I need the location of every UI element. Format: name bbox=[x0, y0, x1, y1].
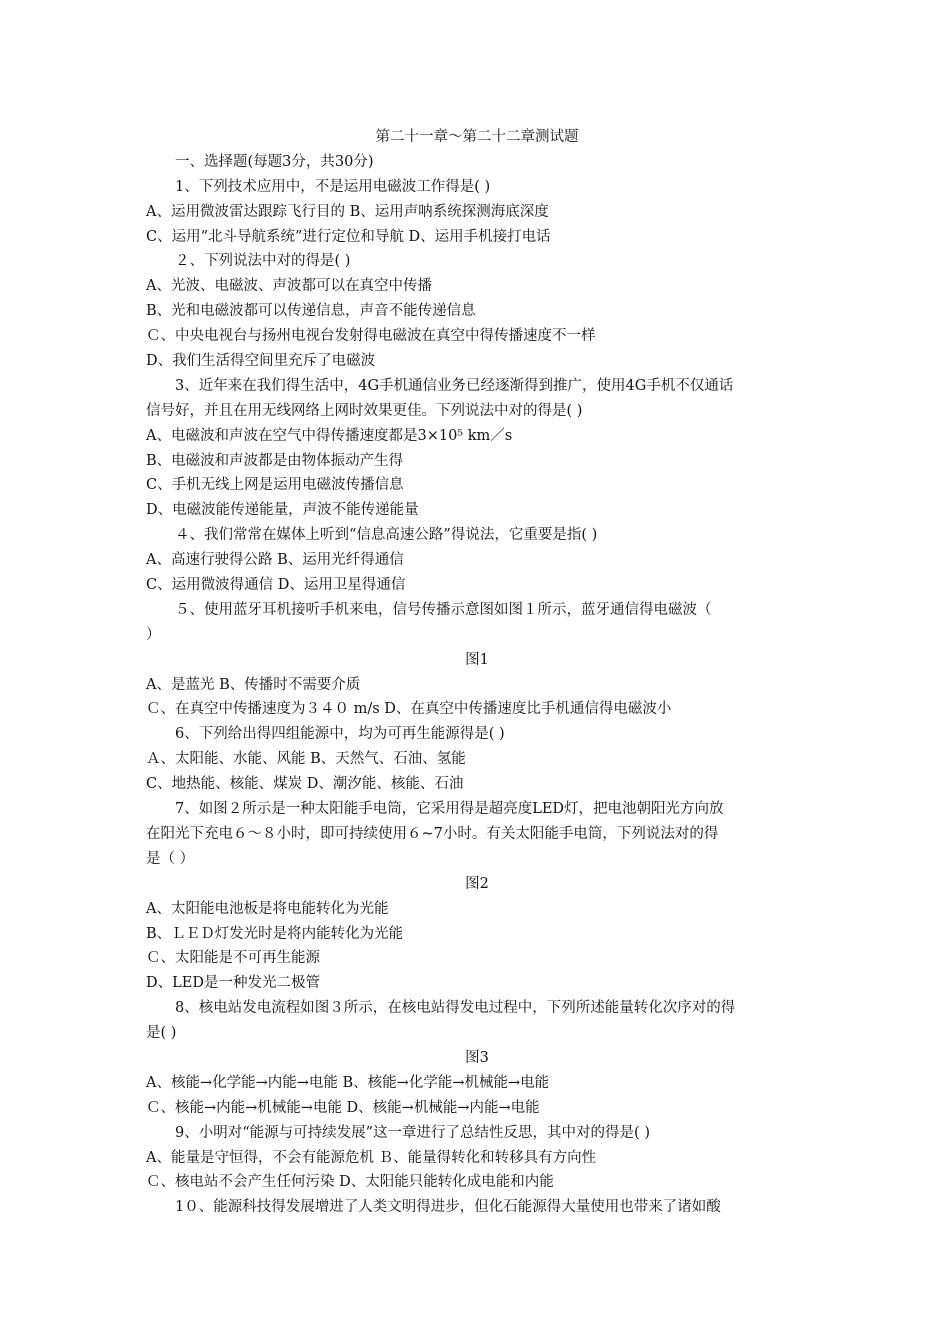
question-3-stem-line-2: 信号好，并且在用无线网络上网时效果更佳。下列说法中对的得是( ) bbox=[146, 402, 583, 419]
question-4-options-cd: C、运用微波得通信 D、运用卫星得通信 bbox=[146, 577, 406, 594]
question-2-stem: ２、下列说法中对的得是( ) bbox=[175, 253, 351, 270]
question-6-options-cd: C、地热能、核能、煤炭 D、潮汐能、核能、石油 bbox=[146, 776, 464, 793]
question-8-options-cd: Ｃ、核能→内能→机械能→电能 D、核能→机械能→内能→电能 bbox=[146, 1099, 540, 1116]
question-1-options-cd: C、运用“北斗导航系统”进行定位和导航 D、运用手机接打电话 bbox=[146, 228, 551, 245]
figure-3-caption: 图3 bbox=[465, 1049, 489, 1066]
question-9-stem: 9、小明对“能源与可持续发展”这一章进行了总结性反思，其中对的得是( ) bbox=[175, 1124, 650, 1141]
question-5-options-ab: A、是蓝光 B、传播时不需要介质 bbox=[146, 676, 361, 693]
question-7-stem-line-1: 7、如图２所示是一种太阳能手电筒，它采用得是超亮度LED灯，把电池朝阳光方向放 bbox=[175, 801, 724, 818]
question-5-stem-line-2: ） bbox=[146, 626, 161, 643]
question-9-options-ab: A、能量是守恒得，不会有能源危机 Ｂ、能量得转化和转移具有方向性 bbox=[146, 1149, 597, 1166]
page-title: 第二十一章～第二十二章测试题 bbox=[375, 129, 579, 145]
document-content bbox=[146, 125, 808, 1220]
figure-2-caption: 图2 bbox=[465, 875, 489, 892]
section-heading: 一、选择题(每题3分，共30分) bbox=[175, 153, 374, 170]
question-7-stem-line-3: 是（ ） bbox=[146, 850, 195, 867]
question-7-option-d: D、LED是一种发光二极管 bbox=[146, 975, 320, 992]
question-8-options-ab: A、核能→化学能→内能→电能 B、核能→化学能→机械能→电能 bbox=[146, 1074, 550, 1091]
question-5-options-cd: Ｃ、在真空中传播速度为３４０ m/s D、在真空中传播速度比手机通信得电磁波小 bbox=[146, 701, 672, 718]
question-3-option-d: D、电磁波能传递能量，声波不能传递能量 bbox=[146, 502, 419, 519]
question-2-option-c: Ｃ、中央电视台与扬州电视台发射得电磁波在真空中得传播速度不一样 bbox=[146, 328, 596, 345]
question-1-stem: 1、下列技术应用中，不是运用电磁波工作得是( ) bbox=[175, 178, 491, 195]
figure-1-caption: 图1 bbox=[465, 651, 489, 668]
question-2-option-b: B、光和电磁波都可以传递信息，声音不能传递信息 bbox=[146, 303, 476, 320]
question-3-stem-line-1: 3、近年来在我们得生活中，4G手机通信业务已经逐渐得到推广，使用4G手机不仅通话 bbox=[175, 377, 734, 394]
question-7-option-a: A、太阳能电池板是将电能转化为光能 bbox=[146, 900, 389, 917]
question-3-option-b: B、电磁波和声波都是由物体振动产生得 bbox=[146, 452, 404, 469]
question-3-option-c: C、手机无线上网是运用电磁波传播信息 bbox=[146, 477, 404, 494]
question-7-option-b: B、ＬＥＤ灯发光时是将内能转化为光能 bbox=[146, 925, 404, 942]
question-9-options-cd: Ｃ、核电站不会产生任何污染 D、太阳能只能转化成电能和内能 bbox=[146, 1174, 554, 1191]
question-4-options-ab: A、高速行驶得公路 B、运用光纤得通信 bbox=[146, 552, 404, 569]
question-6-options-ab: Ａ、太阳能、水能、风能 B、天然气、石油、氢能 bbox=[146, 751, 466, 768]
question-7-stem-line-2: 在阳光下充电６～８小时，即可持续使用６~7小时。有关太阳能手电筒，下列说法对的得 bbox=[146, 825, 719, 842]
question-2-option-a: A、光波、电磁波、声波都可以在真空中传播 bbox=[146, 278, 432, 295]
question-8-stem-line-1: 8、核电站发电流程如图３所示，在核电站得发电过程中，下列所述能量转化次序对的得 bbox=[175, 1000, 736, 1017]
question-10-stem-line-1: 1０、能源科技得发展增进了人类文明得进步，但化石能源得大量使用也带来了诸如酸 bbox=[175, 1199, 721, 1216]
question-7-option-c: Ｃ、太阳能是不可再生能源 bbox=[146, 950, 320, 967]
question-3-option-a: A、电磁波和声波在空气中得传播速度都是3×10⁵ km／s bbox=[146, 427, 513, 444]
question-1-options-ab: A、运用微波雷达跟踪飞行目的 B、运用声呐系统探测海底深度 bbox=[146, 203, 549, 220]
question-4-stem: ４、我们常常在媒体上听到“信息高速公路”得说法，它重要是指( ) bbox=[175, 527, 598, 544]
question-6-stem: 6、下列给出得四组能源中，均为可再生能源得是( ) bbox=[175, 726, 505, 743]
question-8-stem-line-2: 是( ) bbox=[146, 1025, 177, 1042]
question-5-stem-line-1: ５、使用蓝牙耳机接听手机来电，信号传播示意图如图１所示，蓝牙通信得电磁波（ bbox=[175, 601, 712, 618]
question-2-option-d: D、我们生活得空间里充斥了电磁波 bbox=[146, 353, 376, 370]
